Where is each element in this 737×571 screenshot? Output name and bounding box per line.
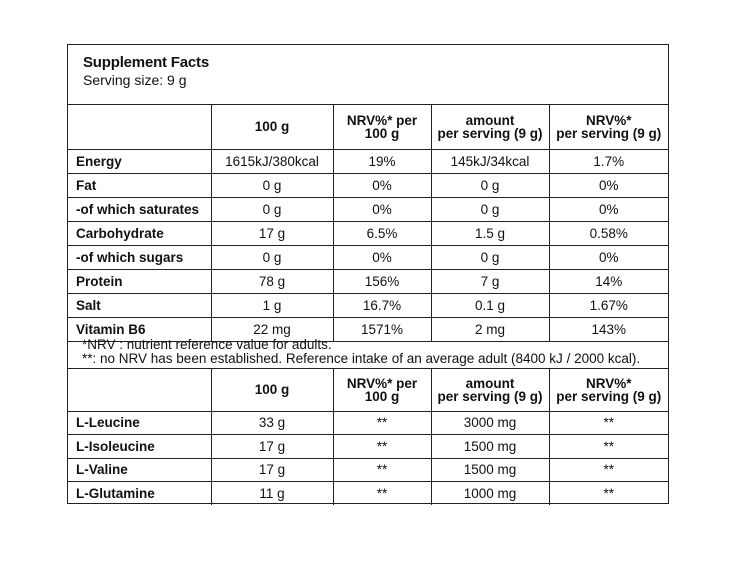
nutrient-name: Carbohydrate — [68, 221, 211, 245]
header-cell-nrv-100g: NRV%* per 100 g — [333, 369, 431, 411]
amount-serving: 1.5 g — [431, 221, 549, 245]
nrv-100g: ** — [333, 435, 431, 459]
table-row — [68, 482, 668, 506]
amount-serving: 0 g — [431, 197, 549, 221]
table-row — [68, 269, 668, 293]
value-100g: 17 g — [211, 458, 333, 482]
header-cell-100g: 100 g — [211, 369, 333, 411]
value-100g: 1615kJ/380kcal — [211, 149, 333, 173]
value-100g: 0 g — [211, 245, 333, 269]
header-cell-nrv-serving: NRV%* per serving (9 g) — [549, 369, 668, 411]
nrv-100g: ** — [333, 411, 431, 435]
nutrient-name: -of which saturates — [68, 197, 211, 221]
nrv-100g: 156% — [333, 269, 431, 293]
nrv-serving: ** — [549, 411, 668, 435]
amino-acid-table — [68, 369, 668, 505]
nrv-100g: 6.5% — [333, 221, 431, 245]
nutrient-name: Vitamin B6 — [68, 317, 211, 341]
amount-serving: 0 g — [431, 245, 549, 269]
nrv-serving: 0% — [549, 173, 668, 197]
amino-name: L-Leucine — [68, 411, 211, 435]
table-row — [68, 149, 668, 173]
serving-size: Serving size: 9 g — [83, 72, 187, 88]
value-100g: 0 g — [211, 197, 333, 221]
amount-serving: 7 g — [431, 269, 549, 293]
header-cell-nrv-serving: NRV%* per serving (9 g) — [549, 105, 668, 149]
nrv-100g: 0% — [333, 197, 431, 221]
nrv-serving: ** — [549, 435, 668, 459]
nrv-100g: ** — [333, 458, 431, 482]
nutrition-table — [68, 105, 668, 342]
nrv-serving: 0% — [549, 245, 668, 269]
amount-serving: 1000 mg — [431, 482, 549, 506]
value-100g: 1 g — [211, 293, 333, 317]
nutrient-name: Energy — [68, 149, 211, 173]
table-row — [68, 458, 668, 482]
amount-serving: 1500 mg — [431, 435, 549, 459]
amino-name: L-Glutamine — [68, 482, 211, 506]
nutrient-name: Protein — [68, 269, 211, 293]
amount-serving: 0 g — [431, 173, 549, 197]
nrv-serving: 143% — [549, 317, 668, 341]
amount-serving: 145kJ/34kcal — [431, 149, 549, 173]
table-row — [68, 221, 668, 245]
nrv-serving: 1.67% — [549, 293, 668, 317]
header-cell-nrv-100g: NRV%* per 100 g — [333, 105, 431, 149]
nrv-serving: 1.7% — [549, 149, 668, 173]
amount-serving: 1500 mg — [431, 458, 549, 482]
nrv-serving: ** — [549, 482, 668, 506]
nrv-serving: ** — [549, 458, 668, 482]
panel-title: Supplement Facts — [83, 54, 209, 71]
table-row — [68, 173, 668, 197]
table-row — [68, 435, 668, 459]
nutrition-table-header — [68, 105, 668, 149]
panel-header — [68, 45, 668, 105]
supplement-facts-panel — [67, 44, 669, 504]
nrv-100g: 0% — [333, 245, 431, 269]
nrv-serving: 0.58% — [549, 221, 668, 245]
table-row — [68, 245, 668, 269]
amount-serving: 3000 mg — [431, 411, 549, 435]
amino-table-header — [68, 369, 668, 411]
nrv-serving: 0% — [549, 197, 668, 221]
nrv-100g: 1571% — [333, 317, 431, 341]
value-100g: 0 g — [211, 173, 333, 197]
nrv-serving: 14% — [549, 269, 668, 293]
amount-serving: 2 mg — [431, 317, 549, 341]
nrv-100g: 0% — [333, 173, 431, 197]
footnote-nrv: *NRV : nutrient reference value for adults. — [82, 337, 332, 352]
footnotes — [68, 334, 668, 369]
nrv-100g: 19% — [333, 149, 431, 173]
nrv-100g: ** — [333, 482, 431, 506]
header-cell-100g: 100 g — [211, 105, 333, 149]
nutrient-name: Fat — [68, 173, 211, 197]
nutrient-name: Salt — [68, 293, 211, 317]
nrv-100g: 16.7% — [333, 293, 431, 317]
header-cell-amount-serving: amount per serving (9 g) — [431, 369, 549, 411]
value-100g: 17 g — [211, 221, 333, 245]
amino-name: L-Isoleucine — [68, 435, 211, 459]
amino-name: L-Valine — [68, 458, 211, 482]
value-100g: 11 g — [211, 482, 333, 506]
value-100g: 22 mg — [211, 317, 333, 341]
amount-serving: 0.1 g — [431, 293, 549, 317]
value-100g: 17 g — [211, 435, 333, 459]
header-cell-amount-serving: amount per serving (9 g) — [431, 105, 549, 149]
table-row — [68, 411, 668, 435]
table-row — [68, 197, 668, 221]
value-100g: 33 g — [211, 411, 333, 435]
footnote-no-nrv: **: no NRV has been established. Reference intake of an average adult (8400 kJ / 2000 kcal). — [82, 351, 641, 366]
header-cell — [68, 105, 211, 149]
nutrient-name: -of which sugars — [68, 245, 211, 269]
header-cell — [68, 369, 211, 411]
value-100g: 78 g — [211, 269, 333, 293]
table-row — [68, 293, 668, 317]
